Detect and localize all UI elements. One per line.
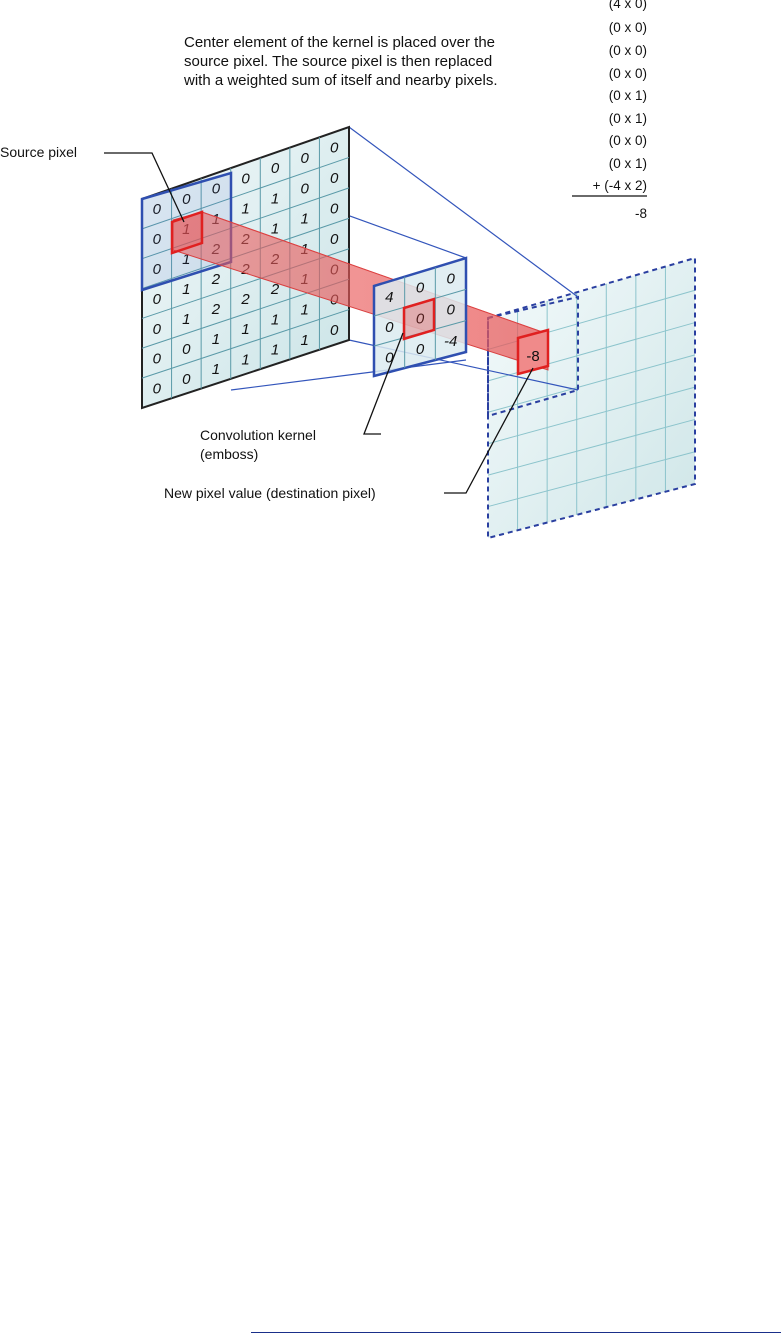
kernel-cell-value: 0: [415, 341, 425, 359]
source-cell-value: 1: [270, 190, 280, 208]
source-cell-value: 0: [270, 160, 280, 178]
source-cell-value: 0: [182, 340, 191, 358]
kernel-cell-value: 0: [385, 319, 394, 337]
source-cell-value: 2: [270, 281, 280, 299]
kernel-label: Convolution kernel: [200, 427, 316, 443]
source-cell-value: 1: [241, 200, 250, 218]
source-cell-value: 2: [211, 270, 221, 288]
description-line: source pixel. The source pixel is then replaced: [184, 53, 493, 70]
source-cell-value: 0: [330, 200, 339, 218]
kernel-grid: [374, 258, 466, 376]
calc-term: (0 x 1): [608, 88, 647, 103]
source-cell-value: 1: [241, 351, 250, 369]
source-cell-value: 1: [182, 280, 191, 298]
destination-grid: [488, 258, 695, 538]
source-cell-value: 1: [211, 361, 221, 379]
source-cell-value: 0: [300, 149, 309, 167]
calc-result: -8: [634, 206, 647, 221]
source-cell-value: 1: [270, 220, 280, 238]
source-cell-value: 1: [270, 311, 280, 329]
source-cell-value: 2: [211, 300, 221, 318]
kernel-label-sub: (emboss): [200, 446, 259, 462]
source-cell-value: 0: [330, 139, 339, 157]
kernel-cell-value: 4: [385, 288, 394, 306]
calc-last-term: + (-4 x 2): [592, 178, 647, 193]
source-cell-value: 0: [330, 230, 339, 248]
source-cell-value: 0: [152, 320, 161, 338]
calc-term: (0 x 1): [608, 111, 647, 126]
calc-term: (0 x 0): [608, 43, 647, 58]
source-cell-value: 0: [152, 290, 161, 308]
kernel-cell-value: 0: [446, 301, 455, 319]
source-cell-value: 0: [330, 322, 339, 340]
source-cell-value: 1: [300, 301, 309, 319]
source-cell-value: 2: [241, 291, 250, 309]
source-cell-value: 0: [182, 370, 191, 388]
calc-term: (0 x 0): [608, 66, 647, 81]
calc-term: (0 x 0): [608, 133, 647, 148]
source-cell-value: 1: [241, 321, 250, 339]
kernel-cell-value: 0: [446, 270, 455, 288]
source-cell-value: 0: [300, 180, 309, 198]
source-pixel-label: Source pixel: [0, 144, 78, 160]
source-cell-value: 0: [152, 350, 161, 368]
source-cell-value: 1: [211, 331, 221, 349]
source-cell-value: 1: [300, 331, 309, 349]
source-cell-value: 1: [270, 341, 280, 359]
kernel-cell-value: 0: [385, 349, 394, 367]
bottom-rule: [251, 1332, 781, 1333]
source-cell-value: 0: [152, 380, 161, 398]
source-cell-value: 0: [330, 170, 339, 188]
calc-term: (0 x 1): [608, 156, 647, 171]
description-line: Center element of the kernel is placed over the: [184, 34, 496, 51]
calc-term: (0 x 0): [608, 20, 647, 35]
destination-pixel: [518, 330, 548, 374]
calc-term: (4 x 0): [608, 0, 647, 11]
source-cell-value: 1: [182, 310, 191, 328]
source-cell-value: 0: [241, 170, 250, 188]
kernel-cell-value: 0: [415, 279, 425, 297]
destination-label: New pixel value (destination pixel): [164, 485, 376, 501]
svg-text:-8: -8: [526, 348, 540, 365]
kernel-cell-value: -4: [443, 332, 458, 350]
description-line: with a weighted sum of itself and nearby pixels.: [184, 72, 498, 89]
source-cell-value: 1: [300, 210, 309, 228]
